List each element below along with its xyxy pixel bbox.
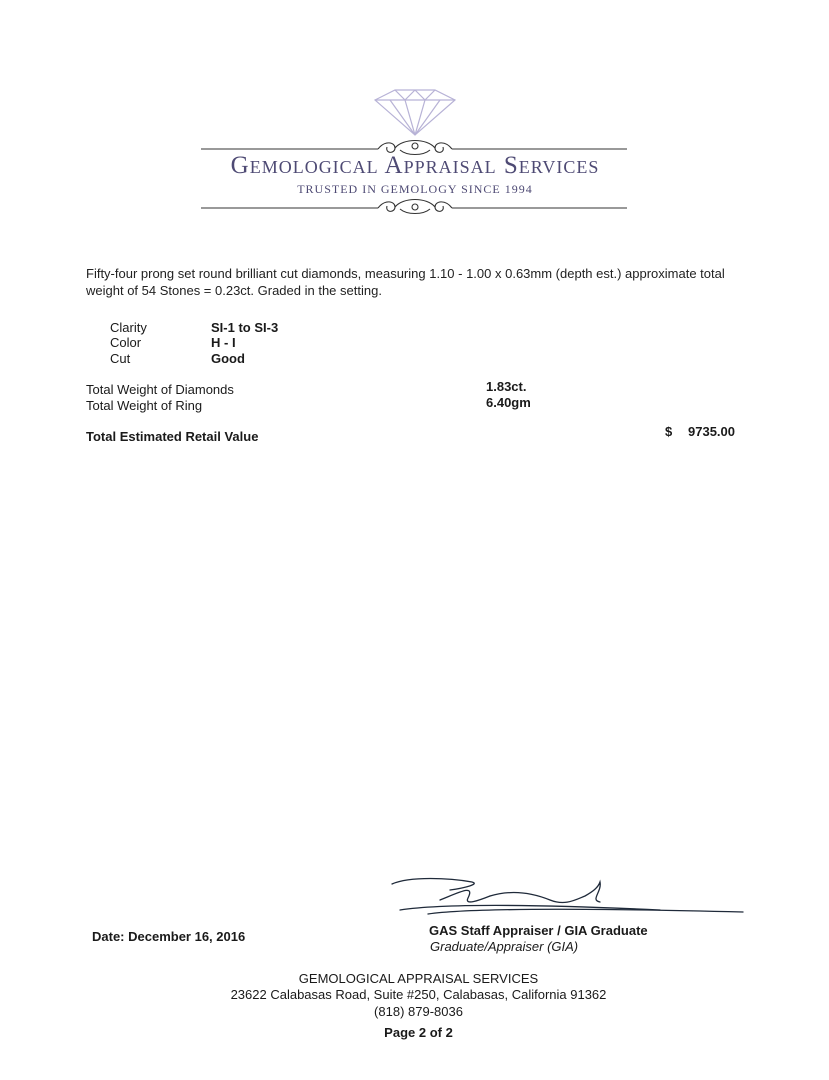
currency-symbol: $ — [665, 424, 673, 439]
brand-tagline: TRUSTED IN GEMOLOGY SINCE 1994 — [297, 182, 533, 196]
grade-row-color — [110, 335, 410, 351]
brand-name: Gemological Appraisal Services — [230, 152, 600, 179]
grade-label: Cut — [110, 351, 131, 366]
footer-phone: (818) 879-8036 — [374, 1004, 463, 1019]
item-description: Fifty-four prong set round brilliant cut diamonds, measuring 1.10 - 1.00 x 0.63mm (depth est.) approximate total weight of 54 Stones = 0.23ct. Graded in the setting. — [86, 266, 725, 298]
retail-value: 9735.00 — [688, 424, 735, 439]
grade-row-cut — [110, 351, 410, 367]
total-weight-diamonds-label: Total Weight of Diamonds — [86, 382, 234, 397]
footer-address: 23622 Calabasas Road, Suite #250, Calabasas, California 91362 — [230, 987, 607, 1002]
appraiser-subtitle: Graduate/Appraiser (GIA) — [430, 939, 579, 954]
footer-page-number: Page 2 of 2 — [384, 1025, 453, 1040]
signature — [380, 870, 750, 925]
diamond-icon — [375, 90, 455, 135]
grade-value: H - I — [211, 335, 236, 350]
total-weight-diamonds-value: 1.83ct. — [486, 379, 527, 394]
report-date: Date: December 16, 2016 — [92, 929, 246, 944]
grade-row-clarity — [110, 320, 410, 336]
total-weight-ring-value: 6.40gm — [486, 395, 531, 410]
grade-value: Good — [211, 351, 245, 366]
retail-value-label: Total Estimated Retail Value — [86, 429, 259, 444]
appraiser-title: GAS Staff Appraiser / GIA Graduate — [429, 923, 648, 938]
grade-label: Clarity — [110, 320, 147, 335]
grade-value: SI-1 to SI-3 — [211, 320, 279, 335]
bottom-ornament-rule — [201, 200, 627, 214]
footer-company: GEMOLOGICAL APPRAISAL SERVICES — [298, 971, 539, 986]
total-weight-ring-label: Total Weight of Ring — [86, 398, 203, 413]
grade-label: Color — [110, 335, 142, 350]
